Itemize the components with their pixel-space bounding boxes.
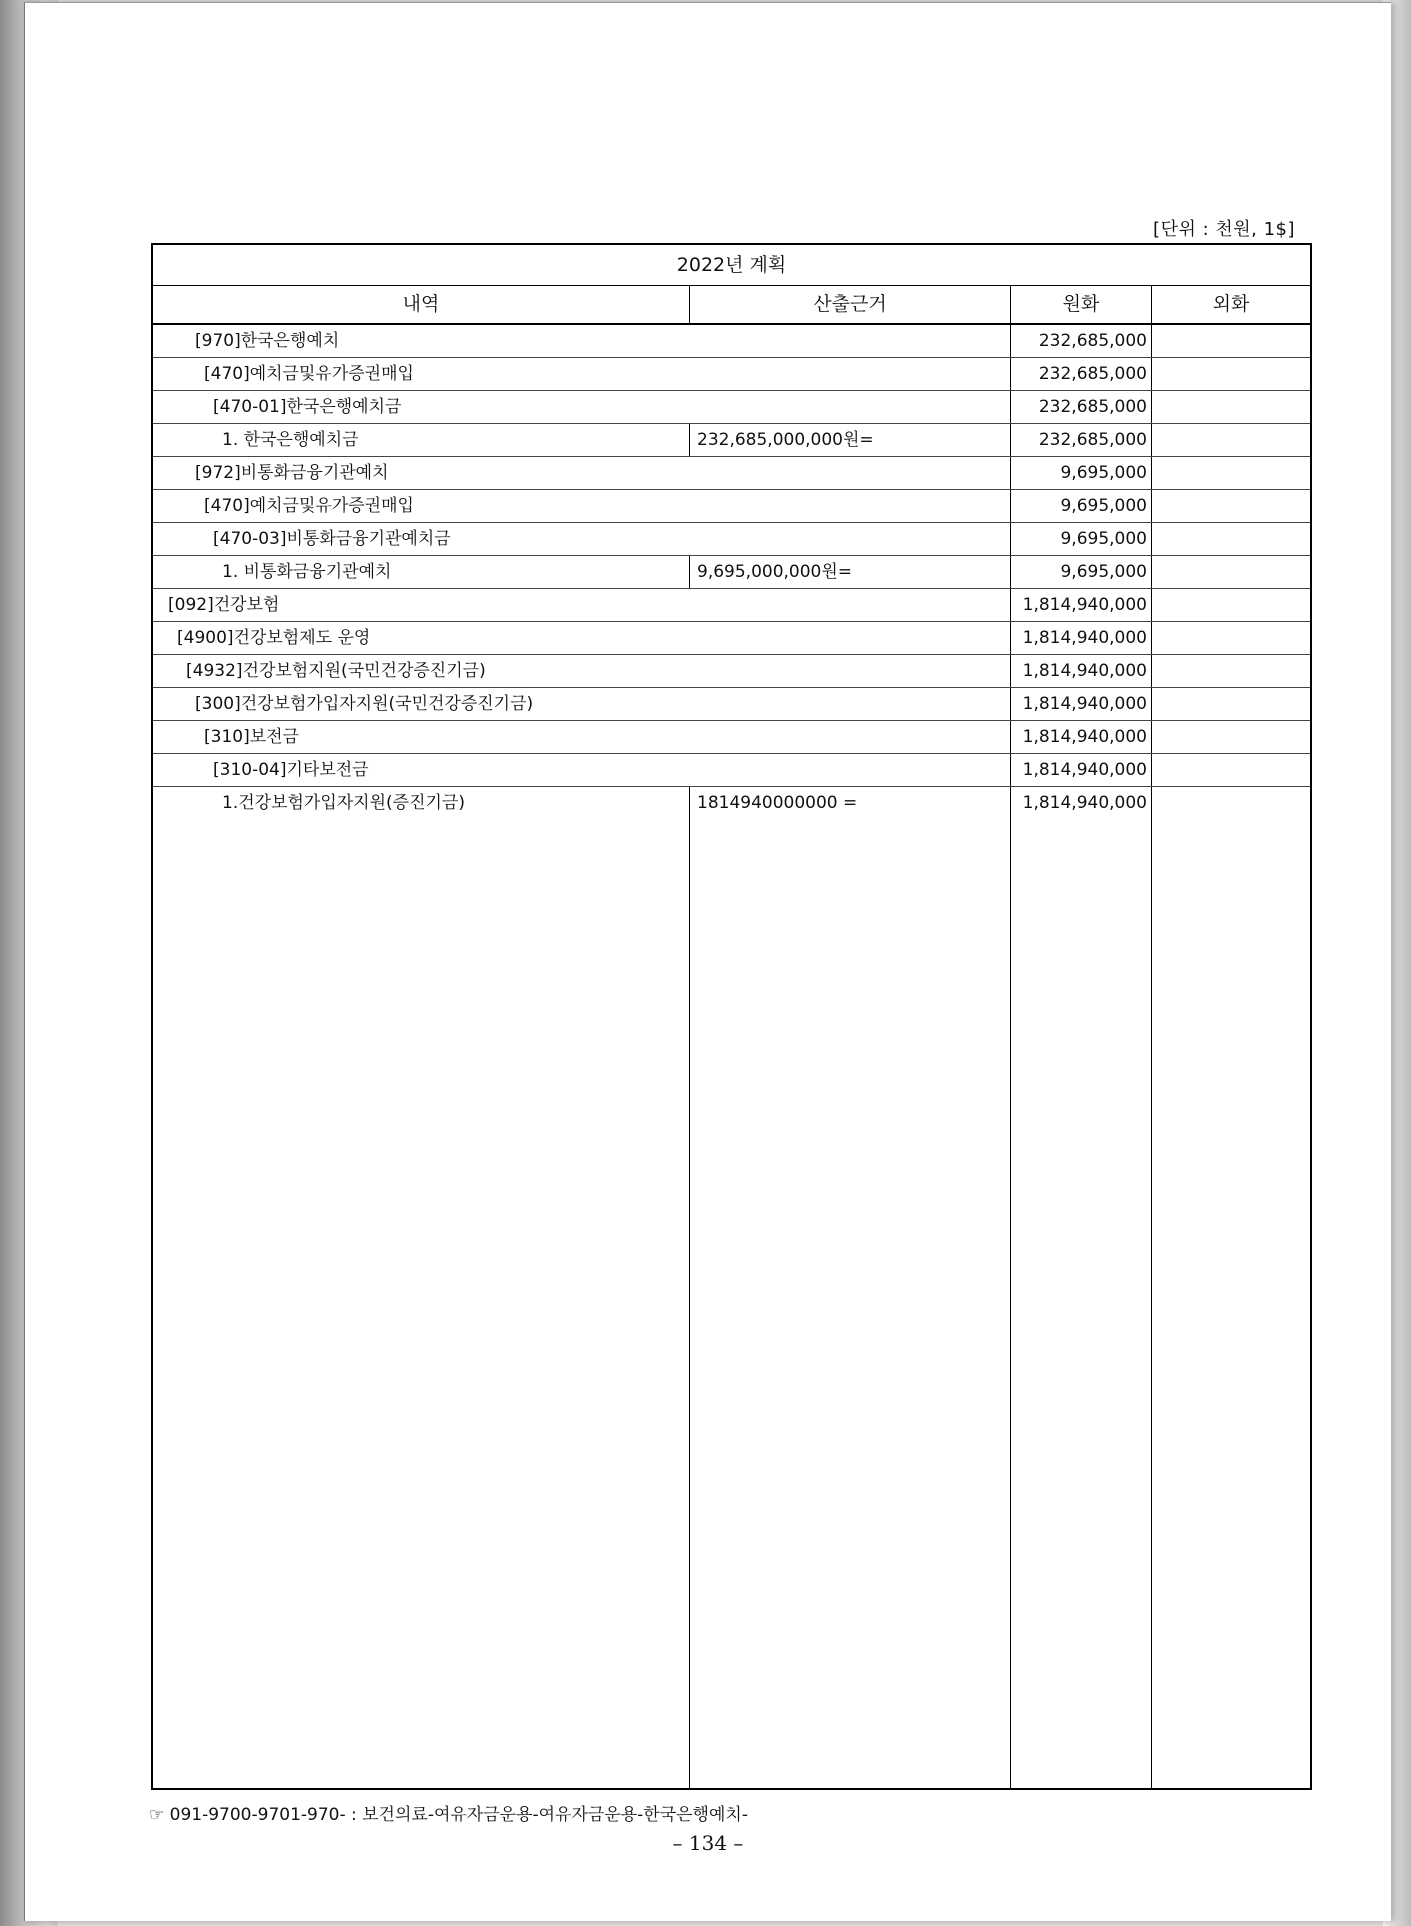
- row-won-amount: 9,695,000: [1060, 529, 1147, 549]
- row-foreign-amount: [1153, 589, 1310, 621]
- row-basis: 232,685,000,000원=: [697, 430, 874, 450]
- merged-cell-mask: [688, 622, 691, 654]
- row-won-amount: 1,814,940,000: [1022, 595, 1147, 615]
- row-won-amount: 9,695,000: [1060, 463, 1147, 483]
- row-basis: [691, 358, 1009, 390]
- row-item: [970]한국은행예치: [195, 331, 340, 351]
- table-row: [153, 457, 1310, 490]
- merged-cell-mask: [688, 490, 691, 522]
- row-item: [470]예치금및유가증권매입: [204, 496, 414, 516]
- row-basis: 1814940000000 =: [697, 793, 858, 813]
- row-won-amount: 232,685,000: [1038, 364, 1147, 384]
- merged-cell-mask: [688, 589, 691, 621]
- row-basis: [691, 490, 1009, 522]
- table-row: [153, 688, 1310, 721]
- row-won-amount: 1,814,940,000: [1022, 628, 1147, 648]
- row-item: [300]건강보험가입자지원(국민건강증진기금): [195, 694, 534, 714]
- row-item: 1. 한국은행예치금: [222, 430, 359, 450]
- table-row: [153, 325, 1310, 358]
- row-won-amount: 1,814,940,000: [1022, 760, 1147, 780]
- row-won-amount: 9,695,000: [1060, 562, 1147, 582]
- row-item: [972]비통화금융기관예치: [195, 463, 389, 483]
- merged-cell-mask: [688, 721, 691, 753]
- table-row: [153, 622, 1310, 655]
- header-foreign: 외화: [1212, 293, 1250, 315]
- merged-cell-mask: [688, 523, 691, 555]
- row-item: [470-01]한국은행예치금: [213, 397, 402, 417]
- header-item: 내역: [402, 293, 440, 315]
- row-basis: [691, 523, 1009, 555]
- table-header-row: [153, 285, 1310, 325]
- row-foreign-amount: [1153, 556, 1310, 588]
- row-foreign-amount: [1153, 655, 1310, 687]
- row-foreign-amount: [1153, 523, 1310, 555]
- table-row: [153, 490, 1310, 523]
- header-basis: 산출근거: [813, 293, 887, 315]
- document-page: [24, 2, 1391, 1921]
- row-foreign-amount: [1153, 721, 1310, 753]
- table-row: [153, 556, 1310, 589]
- column-divider-basis-header: [689, 285, 690, 325]
- table-row: [153, 589, 1310, 622]
- row-basis: [691, 688, 1009, 720]
- row-item: 1.건강보험가입자지원(증진기금): [222, 793, 465, 813]
- row-basis: 9,695,000,000원=: [697, 562, 853, 582]
- row-basis: [691, 589, 1009, 621]
- row-won-amount: 1,814,940,000: [1022, 727, 1147, 747]
- row-foreign-amount: [1153, 424, 1310, 456]
- row-basis: [691, 721, 1009, 753]
- table-title: 2022년 계획: [153, 245, 1310, 286]
- page-number: – 134 –: [672, 1831, 744, 1855]
- table-row: [153, 721, 1310, 754]
- merged-cell-mask: [688, 325, 691, 357]
- row-won-amount: 232,685,000: [1038, 430, 1147, 450]
- table-row: [153, 787, 1310, 819]
- merged-cell-mask: [688, 391, 691, 423]
- table-body: [153, 325, 1310, 819]
- footnote: ☞ 091-9700-9701-970- : 보건의료-여유자금운용-여유자금운용-한국은행예치-: [149, 1805, 748, 1825]
- table-row: [153, 655, 1310, 688]
- row-won-amount: 1,814,940,000: [1022, 661, 1147, 681]
- merged-cell-mask: [688, 754, 691, 786]
- row-item: [310]보전금: [204, 727, 299, 747]
- row-foreign-amount: [1153, 754, 1310, 786]
- table-row: [153, 523, 1310, 556]
- row-item: [092]건강보험: [168, 595, 280, 615]
- row-foreign-amount: [1153, 490, 1310, 522]
- row-item: [4932]건강보험지원(국민건강증진기금): [186, 661, 486, 681]
- row-foreign-amount: [1153, 325, 1310, 357]
- table-row: [153, 424, 1310, 457]
- row-won-amount: 232,685,000: [1038, 331, 1147, 351]
- row-item: [470]예치금및유가증권매입: [204, 364, 414, 384]
- row-basis: [691, 754, 1009, 786]
- row-foreign-amount: [1153, 358, 1310, 390]
- budget-table: [151, 243, 1312, 1790]
- table-row: [153, 754, 1310, 787]
- row-basis: [691, 391, 1009, 423]
- row-foreign-amount: [1153, 391, 1310, 423]
- row-foreign-amount: [1153, 787, 1310, 819]
- row-foreign-amount: [1153, 688, 1310, 720]
- row-item: 1. 비통화금융기관예치: [222, 562, 392, 582]
- header-won: 원화: [1062, 293, 1100, 315]
- row-basis: [691, 655, 1009, 687]
- row-foreign-amount: [1153, 622, 1310, 654]
- row-basis: [691, 457, 1009, 489]
- merged-cell-mask: [688, 655, 691, 687]
- unit-label: [단위 : 천원, 1$]: [1153, 219, 1295, 240]
- row-item: [4900]건강보험제도 운영: [177, 628, 371, 648]
- row-item: [310-04]기타보전금: [213, 760, 369, 780]
- merged-cell-mask: [688, 688, 691, 720]
- merged-cell-mask: [688, 457, 691, 489]
- row-item: [470-03]비통화금융기관예치금: [213, 529, 451, 549]
- table-row: [153, 391, 1310, 424]
- row-foreign-amount: [1153, 457, 1310, 489]
- row-basis: [691, 325, 1009, 357]
- table-row: [153, 358, 1310, 391]
- row-won-amount: 1,814,940,000: [1022, 793, 1147, 813]
- row-won-amount: 9,695,000: [1060, 496, 1147, 516]
- row-won-amount: 232,685,000: [1038, 397, 1147, 417]
- row-basis: [691, 622, 1009, 654]
- merged-cell-mask: [688, 358, 691, 390]
- row-won-amount: 1,814,940,000: [1022, 694, 1147, 714]
